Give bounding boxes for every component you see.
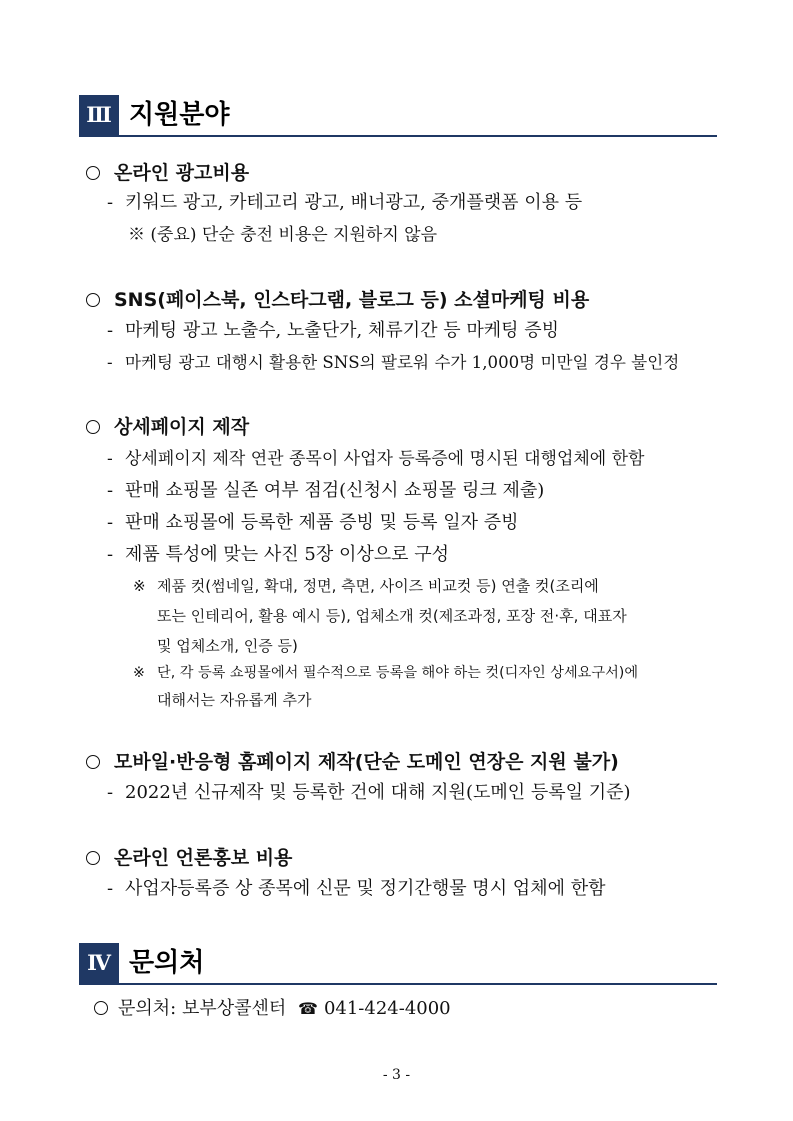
note-line: ※ 단, 각 등록 쇼핑몰에서 필수적으로 등록을 해야 하는 컷(디자인 상세요구서)에	[133, 665, 639, 681]
page-number: - 3 -	[382, 1067, 411, 1083]
circle-bullet-icon	[86, 166, 100, 180]
note-line: 및 업체소개, 인증 등)	[157, 637, 298, 655]
item-heading-press: 온라인 언론홍보 비용	[86, 845, 292, 871]
item-heading-sns: SNS(페이스북, 인스타그램, 블로그 등) 소셜마케팅 비용	[86, 287, 589, 313]
bullet-line: - 상세페이지 제작 연관 종목이 사업자 등록증에 명시된 대행업체에 한함	[107, 449, 645, 469]
circle-bullet-icon	[86, 293, 100, 307]
section-4-title: 문의처	[129, 948, 205, 978]
bullet-line: - 2022년 신규제작 및 등록한 건에 대해 지원(도메인 등록일 기준)	[107, 782, 631, 803]
circle-bullet-icon	[94, 1001, 108, 1015]
section-4-number: Ⅳ	[79, 943, 119, 983]
circle-bullet-icon	[86, 851, 100, 865]
note-line: 대해서는 자유롭게 추가	[157, 691, 312, 709]
item-heading-detail-page: 상세페이지 제작	[86, 414, 249, 440]
contact-line	[94, 996, 451, 1022]
contact-label: 문의처: 보부상콜센터	[118, 998, 287, 1019]
circle-bullet-icon	[86, 420, 100, 434]
note-line: ※ (중요) 단순 충전 비용은 지원하지 않음	[128, 225, 438, 245]
bullet-line: - 마케팅 광고 노출수, 노출단가, 체류기간 등 마케팅 증빙	[107, 320, 560, 341]
bullet-line: - 판매 쇼핑몰에 등록한 제품 증빙 및 등록 일자 증빙	[107, 512, 519, 533]
telephone-icon: ☎	[298, 999, 318, 1018]
circle-bullet-icon	[86, 755, 100, 769]
section-4-header	[79, 943, 717, 985]
section-3-title: 지원분야	[129, 100, 230, 130]
bullet-line: - 마케팅 광고 대행시 활용한 SNS의 팔로워 수가 1,000명 미만일 경우 불인정	[107, 353, 680, 372]
item-heading-homepage: 모바일·반응형 홈페이지 제작(단순 도메인 연장은 지원 불가)	[86, 749, 619, 775]
bullet-line: - 사업자등록증 상 종목에 신문 및 정기간행물 명시 업체에 한함	[107, 878, 606, 899]
bullet-line: - 판매 쇼핑몰 실존 여부 점검(신청시 쇼핑몰 링크 제출)	[107, 480, 545, 501]
bullet-line: - 키워드 광고, 카테고리 광고, 배너광고, 중개플랫폼 이용 등	[107, 192, 583, 213]
phone-number: 041-424-4000	[323, 998, 451, 1019]
section-3-number: Ⅲ	[79, 95, 119, 135]
note-line: ※ 제품 컷(썸네일, 확대, 정면, 측면, 사이즈 비교컷 등) 연출 컷(조리에	[133, 577, 599, 595]
section-3-header	[79, 95, 717, 137]
bullet-line: - 제품 특성에 맞는 사진 5장 이상으로 구성	[107, 544, 449, 565]
note-line: 또는 인테리어, 활용 예시 등), 업체소개 컷(제조과정, 포장 전·후, 대표자	[157, 607, 627, 625]
item-heading-online-ads: 온라인 광고비용	[86, 160, 249, 186]
